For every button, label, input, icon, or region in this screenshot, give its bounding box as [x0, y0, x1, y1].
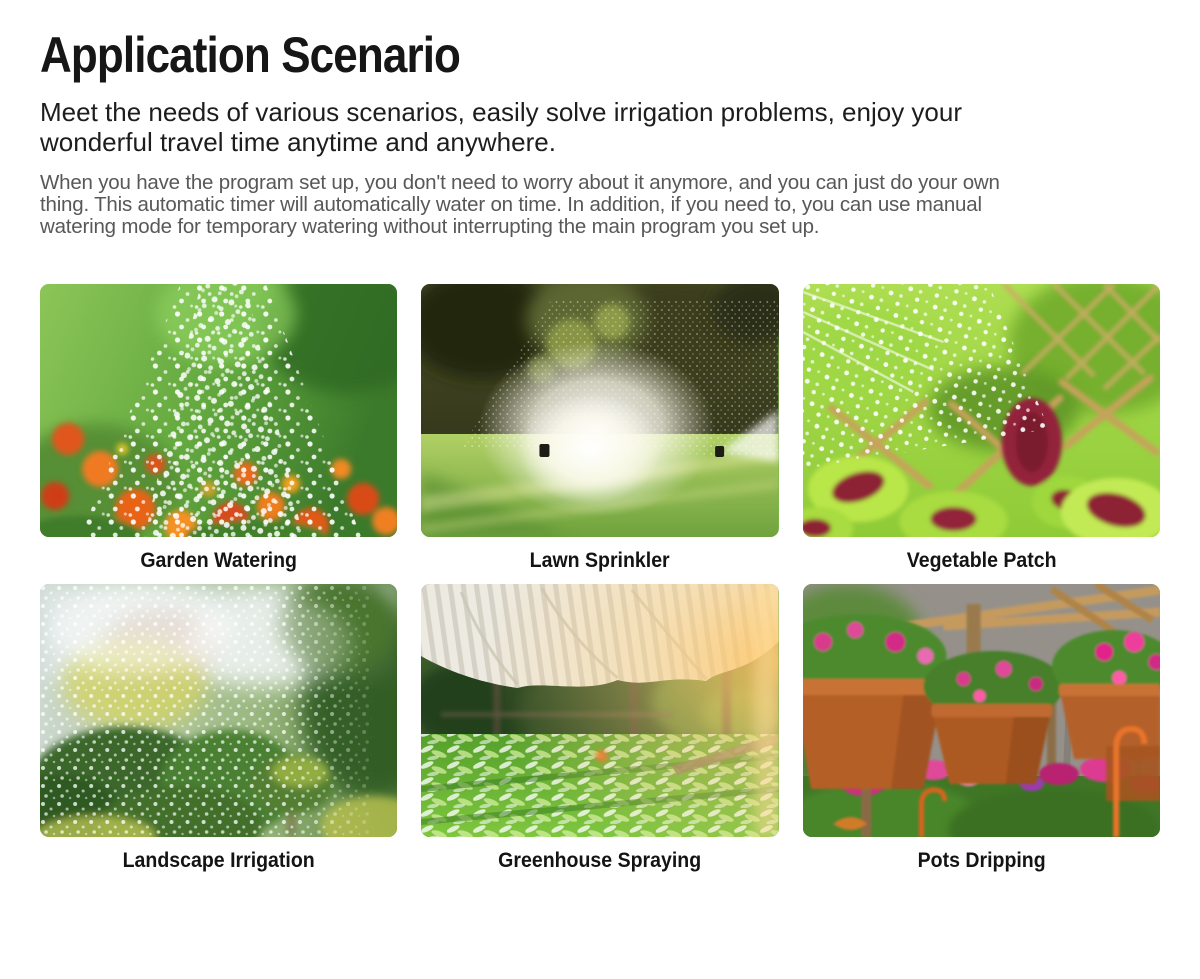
- pots-dripping-photo: [803, 584, 1160, 837]
- scenario-card-landscape-irrigation: [40, 584, 397, 884]
- scenario-caption: Garden Watering: [140, 549, 297, 572]
- greenhouse-spraying-photo: [421, 584, 778, 837]
- subtitle: [40, 98, 1160, 157]
- page-title: Application Scenario: [40, 27, 461, 83]
- subtitle-line: wonderful travel time anytime and anywhere.: [40, 126, 556, 157]
- application-scenario-section: [0, 28, 1200, 884]
- landscape-irrigation-photo: [40, 584, 397, 837]
- vegetable-patch-photo: [803, 284, 1160, 537]
- scenario-caption: Lawn Sprinkler: [529, 549, 670, 572]
- scenario-caption: Landscape Irrigation: [122, 849, 315, 872]
- scenario-card-greenhouse-spraying: [421, 584, 778, 884]
- scenario-grid: [40, 284, 1160, 884]
- scenario-card-lawn-sprinkler: [421, 284, 778, 584]
- scenario-card-garden-watering: [40, 284, 397, 584]
- description-line: When you have the program set up, you don't need to worry about it anymore, and you can just do your own: [40, 171, 1000, 194]
- scenario-card-pots-dripping: [803, 584, 1160, 884]
- description-line: thing. This automatic timer will automatically water on time. In addition, if you need to, you can use manual: [40, 193, 982, 216]
- scenario-card-vegetable-patch: [803, 284, 1160, 584]
- scenario-caption: Vegetable Patch: [906, 549, 1057, 572]
- garden-watering-photo: [40, 284, 397, 537]
- scenario-caption: Pots Dripping: [917, 849, 1046, 872]
- description-line: watering mode for temporary watering without interrupting the main program you set up.: [40, 215, 820, 238]
- scenario-caption: Greenhouse Spraying: [498, 849, 702, 872]
- lawn-sprinkler-photo: [421, 284, 778, 537]
- subtitle-line: Meet the needs of various scenarios, easily solve irrigation problems, enjoy your: [40, 97, 963, 127]
- description: [40, 172, 1160, 238]
